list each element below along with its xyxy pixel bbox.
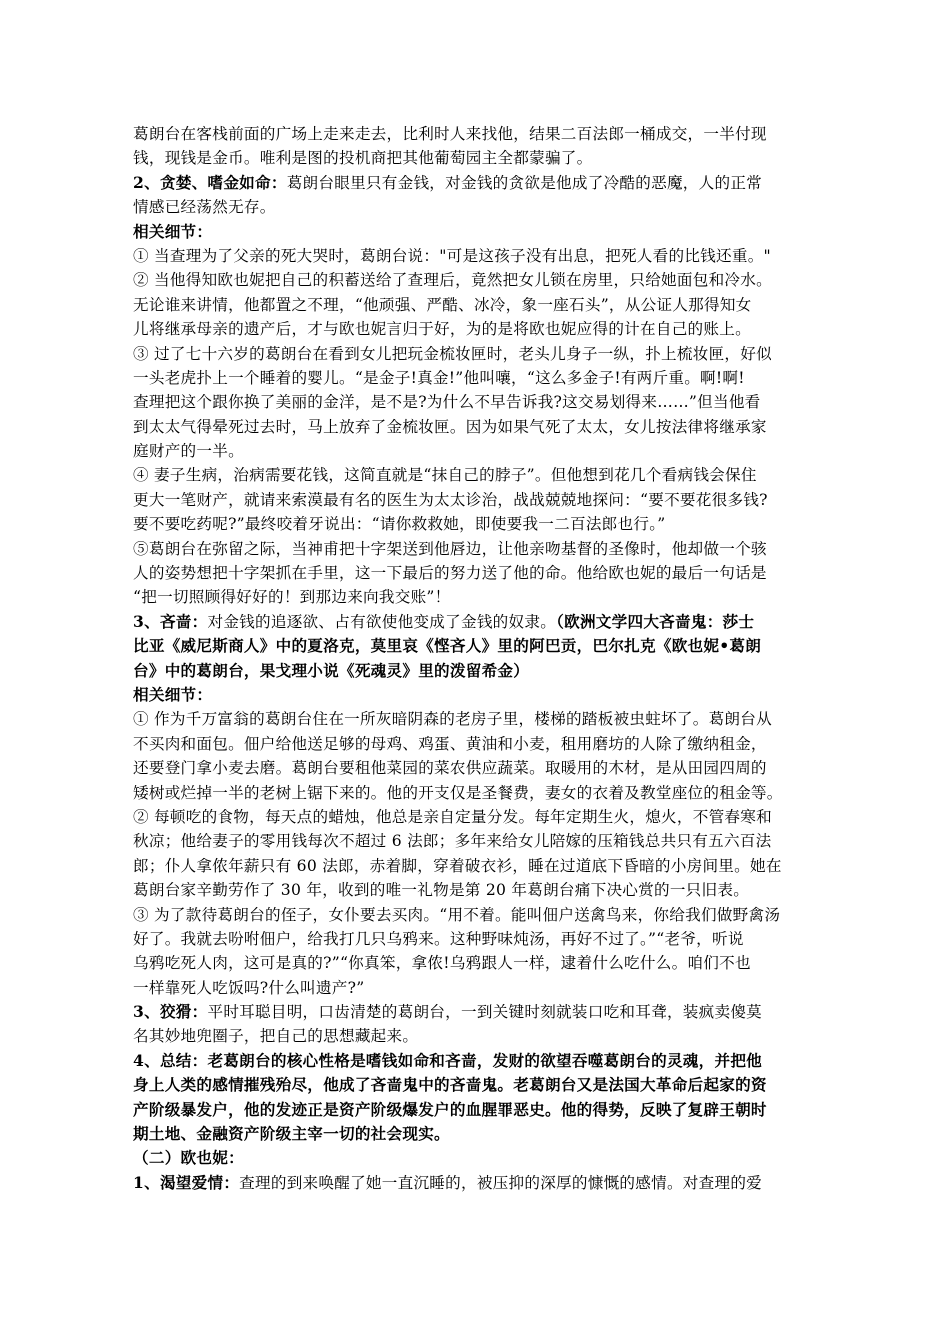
text-line — [133, 683, 823, 707]
text-line — [133, 1024, 823, 1048]
text-segment: 郎；仆人拿侬年薪只有 60 法郎，赤着脚，穿着破衣衫，睡在过道底下昏暗的小房间里。她在 — [133, 856, 782, 875]
text-segment: 名其妙地兜圈子，把自己的思想藏起来。 — [133, 1027, 419, 1046]
text-segment: 不买肉和面包。佃户给他送足够的母鸡、鸡蛋、黄油和小麦，租用磨坊的人除了缴纳租金， — [133, 734, 767, 753]
text-line — [133, 976, 823, 1000]
text-segment: 葛朗台眼里只有金钱，对金钱的贪欲是他成了冷酷的恶魔，人的正常 — [286, 173, 763, 192]
text-line — [133, 195, 823, 219]
text-line — [133, 122, 823, 146]
text-line — [133, 732, 823, 756]
bold-text-segment: 期土地、金融资产阶级主宰一切的社会现实。 — [133, 1124, 450, 1144]
text-line — [133, 1049, 823, 1073]
text-segment: ② 当他得知欧也妮把自己的积蓄送给了查理后，竟然把女儿锁在房里，只给她面包和冷水。 — [133, 271, 772, 290]
document-page — [133, 122, 823, 1195]
text-segment: 查理的到来唤醒了她一直沉睡的，被压抑的深厚的慷慨的感情。对查理的爱 — [239, 1173, 763, 1192]
text-line — [133, 317, 823, 341]
text-segment: 一头老虎扑上一个睡着的婴儿。“是金子!真金!”他叫嚷，“这么多金子!有两斤重。啊!啊! — [133, 368, 745, 387]
bold-text-segment: 3、狡猾： — [133, 1002, 208, 1022]
text-segment: 葛朗台家辛勤劳作了 30 年，收到的唯一礼物是第 20 年葛朗台痛下决心赏的一只旧表。 — [133, 881, 750, 900]
bold-text-segment: 身上人类的感情摧残殆尽，他成了吝啬鬼中的吝啬鬼。老葛朗台又是法国大革命后起家的资 — [133, 1075, 767, 1095]
text-line — [133, 707, 823, 731]
text-segment: 人的姿势想把十字架抓在手里，这一下最后的努力送了他的命。他给欧也妮的最后一句话是 — [133, 564, 767, 583]
text-line — [133, 634, 823, 658]
text-segment: 对金钱的追逐欲、占有欲使他变成了金钱的奴隶。 — [207, 612, 557, 631]
text-line — [133, 585, 823, 609]
text-line — [133, 1146, 823, 1170]
text-line — [133, 220, 823, 244]
bold-text-segment: （二）欧也妮： — [133, 1148, 244, 1168]
bold-text-segment: 产阶级暴发户，他的发迹正是资产阶级爆发户的血腥罪恶史。他的得势，反映了复辟王朝时 — [133, 1099, 767, 1119]
text-segment: 好了。我就去吩咐佃户，给我打几只乌鸦来。这种野味炖汤，再好不过了。”“老爷，听说 — [133, 929, 744, 948]
text-segment: 要不要吃药呢?”最终咬着牙说出：“请你救救她，即使要我一二百法郎也行。” — [133, 515, 666, 534]
text-segment: 儿将继承母亲的遗产后，才与欧也妮言归于好，为的是将欧也妮应得的计在自己的账上。 — [133, 320, 751, 339]
text-line — [133, 512, 823, 536]
text-line — [133, 878, 823, 902]
text-line — [133, 390, 823, 414]
text-line — [133, 146, 823, 170]
text-line — [133, 903, 823, 927]
text-line — [133, 610, 823, 634]
text-line — [133, 829, 823, 853]
text-line — [133, 1171, 823, 1195]
bold-text-segment: 相关细节： — [133, 684, 213, 704]
text-line — [133, 537, 823, 561]
text-segment: 情感已经荡然无存。 — [133, 198, 276, 217]
text-segment: 更大一笔财产，就请来索漠最有名的医生为太太诊治，战战兢兢地探问：“要不要花很多钱? — [133, 490, 768, 509]
text-line — [133, 781, 823, 805]
text-segment: ② 每顿吃的食物，每天点的蜡烛，他总是亲自定量分发。每年定期生火，熄火，不管春寒和 — [133, 807, 772, 826]
text-segment: 查理把这个跟你换了美丽的金洋，是不是?为什么不早告诉我?这交易划得来……”但当他看 — [133, 393, 761, 412]
bold-text-segment: （欧洲文学四大吝啬鬼：莎士 — [556, 611, 755, 631]
text-segment: 到太太气得晕死过去时，马上放弃了金梳妆匣。因为如果气死了太太，女儿按法律将继承家 — [133, 417, 767, 436]
bold-text-segment: 4、总结：老葛朗台的核心性格是嗜钱如命和吝啬，发财的欲望吞噬葛朗台的灵魂，并把他 — [133, 1050, 763, 1070]
text-line — [133, 342, 823, 366]
text-segment: ③ 过了七十六岁的葛朗台在看到女儿把玩金梳妆匣时，老头儿身子一纵，扑上梳妆匣，好似 — [133, 344, 772, 363]
text-line — [133, 1098, 823, 1122]
bold-text-segment: 1、渴望爱情： — [133, 1172, 240, 1192]
text-segment: 还要登门拿小麦去磨。葛朗台要租他菜园的菜农供应蔬菜。取暖用的木材，是从田园四周的 — [133, 759, 767, 778]
text-line — [133, 854, 823, 878]
text-line — [133, 488, 823, 512]
text-segment: 庭财产的一半。 — [133, 442, 244, 461]
text-line — [133, 244, 823, 268]
text-segment: ⑤葛朗台在弥留之际，当神甫把十字架送到他唇边，让他亲吻基督的圣像时，他却做一个骇 — [133, 539, 767, 558]
text-segment: ① 当查理为了父亲的死大哭时，葛朗台说："可是这孩子没有出息，把死人看的比钱还重。" — [133, 246, 771, 265]
text-segment: 钱，现钱是金币。唯利是图的投机商把其他葡萄园主全都蒙骗了。 — [133, 149, 593, 168]
text-segment: 秋凉；他给妻子的零用钱每次不超过 6 法郎；多年来给女儿陪嫁的压箱钱总共只有五六百法 — [133, 832, 772, 851]
text-segment: ③ 为了款待葛朗台的侄子，女仆要去买肉。“用不着。能叫佃户送禽鸟来，你给我们做野禽汤 — [133, 905, 781, 924]
text-line — [133, 293, 823, 317]
text-line — [133, 756, 823, 780]
text-line — [133, 171, 823, 195]
text-line — [133, 1122, 823, 1146]
text-line — [133, 1000, 823, 1024]
text-segment: 矮树或烂掉一半的老树上锯下来的。他的开支仅是圣餐费，妻女的衣着及教堂座位的租金等。 — [133, 783, 783, 802]
text-segment: 平时耳聪目明，口齿清楚的葛朗台，一到关键时刻就装口吃和耳聋，装疯卖傻莫 — [207, 1003, 763, 1022]
text-line — [133, 561, 823, 585]
text-segment: “把一切照顾得好好的！到那边来向我交账”！ — [133, 588, 451, 607]
text-line — [133, 439, 823, 463]
text-segment: 一样靠死人吃饭吗?什么叫遗产?” — [133, 978, 365, 997]
text-line — [133, 268, 823, 292]
text-segment: 无论谁来讲情，他都置之不理，“他顽强、严酷、冰冷，象一座石头”，从公证人那得知女 — [133, 295, 752, 314]
text-segment: 葛朗台在客栈前面的广场上走来走去，比利时人来找他，结果二百法郎一桶成交，一半付现 — [133, 125, 767, 143]
bold-text-segment: 3、吝啬： — [133, 611, 208, 631]
text-segment: 乌鸦吃死人肉，这可是真的?”“你真笨，拿侬!乌鸦跟人一样，逮着什么吃什么。咱们不也 — [133, 954, 751, 973]
text-line — [133, 366, 823, 390]
bold-text-segment: 2、贪婪、嗜金如命： — [133, 172, 287, 192]
bold-text-segment: 比亚《威尼斯商人》中的夏洛克，莫里哀《悭吝人》里的阿巴贡，巴尔扎克《欧也妮•葛朗 — [133, 636, 762, 656]
text-line — [133, 927, 823, 951]
text-segment: ④ 妻子生病，治病需要花钱，这简直就是“抹自己的脖子”。但他想到花几个看病钱会保住 — [133, 466, 757, 485]
bold-text-segment: 相关细节： — [133, 221, 213, 241]
bold-text-segment: 台》中的葛朗台，果戈理小说《死魂灵》里的泼留希金） — [133, 660, 530, 680]
text-segment: ① 作为千万富翁的葛朗台住在一所灰暗阴森的老房子里，楼梯的踏板被虫蛀坏了。葛朗台从 — [133, 710, 772, 729]
text-line — [133, 463, 823, 487]
text-line — [133, 951, 823, 975]
text-line — [133, 415, 823, 439]
text-line — [133, 659, 823, 683]
text-line — [133, 805, 823, 829]
text-line — [133, 1073, 823, 1097]
